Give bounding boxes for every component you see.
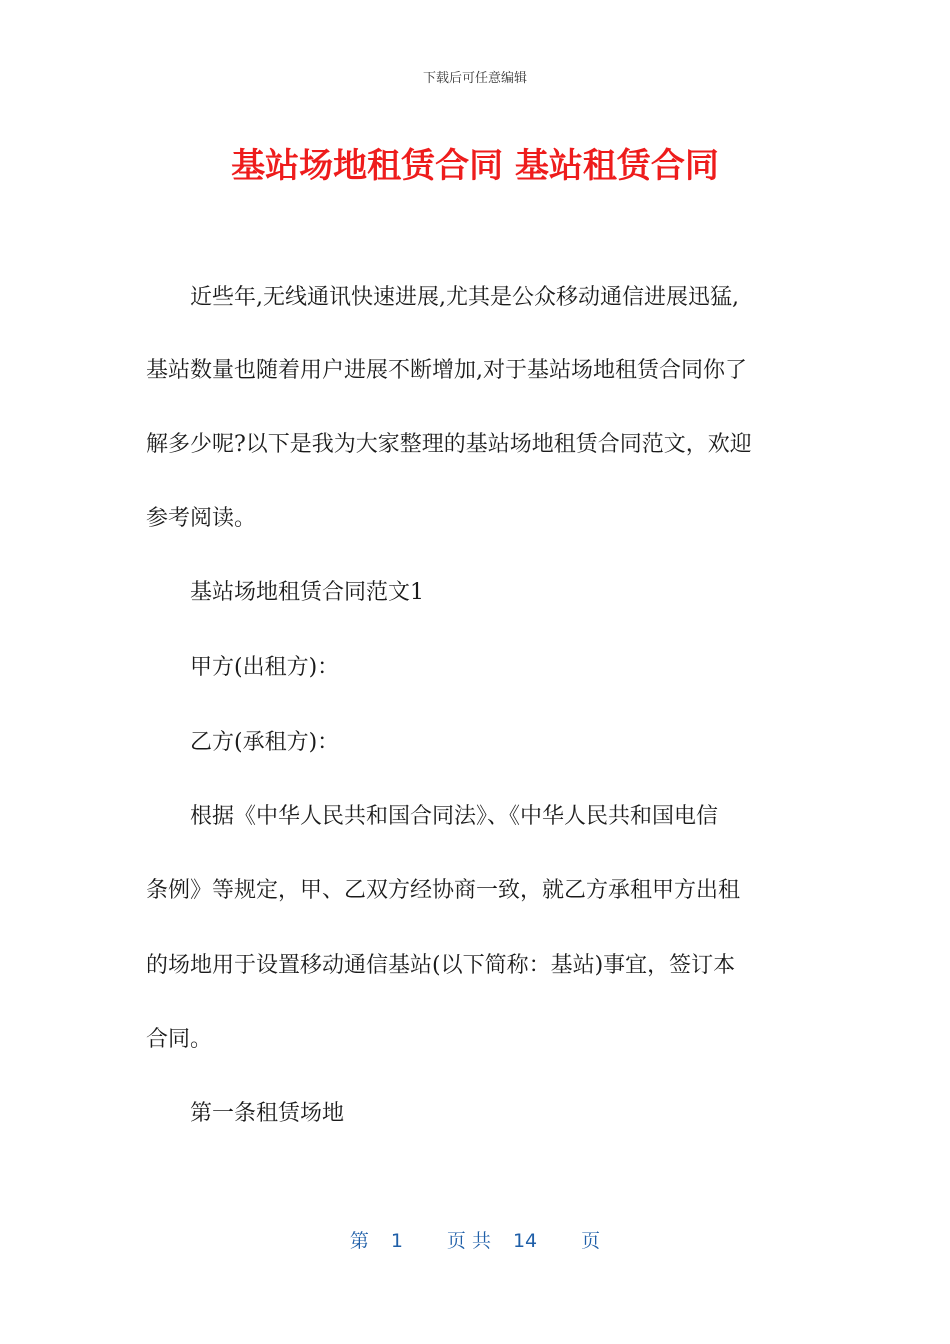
body-line: 基站数量也随着用户进展不断增加,对于基站场地租赁合同你了: [146, 358, 747, 383]
body-line: 合同。: [146, 1027, 213, 1052]
page-footer: [0, 1226, 950, 1253]
body-line: 近些年,无线通讯快速进展,尤其是公众移动通信进展迅猛,: [146, 285, 739, 310]
article-heading: 第一条租赁场地: [146, 1101, 345, 1126]
document-title: 基站场地租赁合同 基站租赁合同: [231, 146, 719, 186]
header-note: 下载后可任意编辑: [422, 71, 527, 86]
body-line: 条例》等规定，甲、乙双方经协商一致，就乙方承租甲方出租: [146, 878, 741, 903]
body-line: 解多少呢?以下是我为大家整理的基站场地租赁合同范文，欢迎: [146, 432, 752, 457]
page-current: 1: [390, 1230, 403, 1252]
party-b-line: 乙方(承租方)：: [146, 730, 340, 755]
page-label-mid: 页 共: [446, 1230, 491, 1252]
party-a-line: 甲方(出租方)：: [146, 655, 340, 680]
body-line: 根据《中华人民共和国合同法》、《中华人民共和国电信: [146, 804, 719, 829]
page-label-prefix: 第: [349, 1230, 369, 1252]
page-label-suffix: 页: [581, 1230, 601, 1252]
body-line: 的场地用于设置移动通信基站(以下简称：基站)事宜，签订本: [146, 953, 736, 978]
page-total: 14: [512, 1230, 538, 1252]
body-line: 参考阅读。: [146, 506, 257, 531]
section-heading: 基站场地租赁合同范文1: [146, 580, 424, 605]
